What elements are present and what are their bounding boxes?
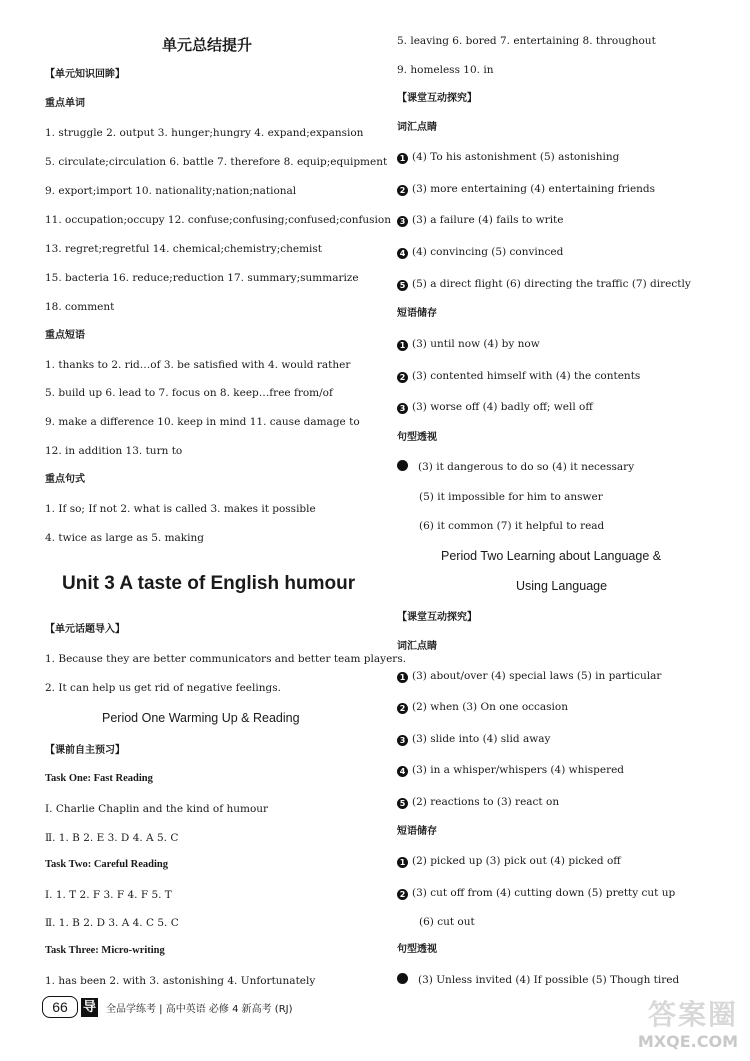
vocab-line: 11. occupation;occupy 12. confuse;confusing;confused;confusion bbox=[45, 214, 391, 226]
task-two-title: Task Two: Careful Reading bbox=[45, 859, 169, 870]
pattern-line: (3) Unless invited (4) If possible (5) Though tired bbox=[397, 973, 679, 987]
vocab-line: 18. comment bbox=[45, 301, 115, 313]
phrase-item-extra: (6) cut out bbox=[419, 916, 475, 928]
vocab-line: 1. struggle 2. output 3. hunger;hungry 4. expand;expansion bbox=[45, 127, 364, 139]
answer-line: 5. leaving 6. bored 7. entertaining 8. throughout bbox=[397, 35, 656, 47]
number-badge-icon: 1 bbox=[397, 672, 408, 683]
number-badge-icon: 1 bbox=[397, 153, 408, 164]
period-one-title: Period One Warming Up & Reading bbox=[102, 711, 300, 725]
task-line: Ⅱ. 1. B 2. E 3. D 4. A 5. C bbox=[45, 832, 179, 844]
task-line: Ⅱ. 1. B 2. D 3. A 4. C 5. C bbox=[45, 917, 179, 929]
word-item: 2 (3) more entertaining (4) entertaining friends bbox=[397, 182, 655, 196]
number-badge-icon: 2 bbox=[397, 185, 408, 196]
pattern-header: 句型透视 bbox=[397, 432, 437, 443]
vocab-line: 5. circulate;circulation 6. battle 7. therefore 8. equip;equipment bbox=[45, 156, 388, 168]
word-item: 5 (2) reactions to (3) react on bbox=[397, 795, 559, 809]
number-badge-icon: 5 bbox=[397, 798, 408, 809]
number-badge-icon: 4 bbox=[397, 766, 408, 777]
number-badge-icon: 3 bbox=[397, 735, 408, 746]
phrase-line: 5. build up 6. lead to 7. focus on 8. keep…free from/of bbox=[45, 387, 333, 399]
pattern-header: 句型透视 bbox=[397, 944, 437, 955]
word-item: 4 (3) in a whisper/whispers (4) whispered bbox=[397, 763, 624, 777]
watermark-url: MXQE.COM bbox=[637, 1032, 738, 1051]
task-line: Ⅰ. 1. T 2. F 3. F 4. F 5. T bbox=[45, 889, 172, 901]
number-badge-icon: 5 bbox=[397, 280, 408, 291]
task-line: Ⅰ. Charlie Chaplin and the kind of humour bbox=[45, 803, 269, 815]
words-header: 词汇点睛 bbox=[397, 122, 437, 133]
sentence-header: 重点句式 bbox=[45, 474, 85, 485]
phrase-line: 12. in addition 13. turn to bbox=[45, 445, 183, 457]
period-two-subtitle: Using Language bbox=[516, 579, 608, 593]
word-item: 2 (2) when (3) On one occasion bbox=[397, 700, 568, 714]
review-header: 【单元知识回眸】 bbox=[45, 69, 125, 80]
number-badge-icon: 3 bbox=[397, 403, 408, 414]
vocab-line: 13. regret;regretful 14. chemical;chemistry;chemist bbox=[45, 243, 323, 255]
phrase-item: 1 (3) until now (4) by now bbox=[397, 337, 540, 351]
number-badge-icon: 2 bbox=[397, 889, 408, 900]
phrase-item: 2 (3) cut off from (4) cutting down (5) pretty cut up bbox=[397, 886, 675, 900]
pattern-line: (6) it common (7) it helpful to read bbox=[419, 520, 605, 532]
word-item: 1 (4) To his astonishment (5) astonishing bbox=[397, 150, 619, 164]
vocab-header: 重点单词 bbox=[45, 98, 85, 109]
phrase-line: 9. make a difference 10. keep in mind 11. cause damage to bbox=[45, 416, 360, 428]
word-item: 4 (4) convincing (5) convinced bbox=[397, 245, 563, 259]
vocab-line: 15. bacteria 16. reduce;reduction 17. summary;summarize bbox=[45, 272, 359, 284]
bullet-dot-icon bbox=[397, 460, 408, 471]
footer-text: 全品学练考 | 高中英语 必修 4 新高考 (RJ) bbox=[106, 1003, 293, 1015]
words-header: 词汇点睛 bbox=[397, 641, 437, 652]
vocab-line: 9. export;import 10. nationality;nation;national bbox=[45, 185, 297, 197]
phrase-store-header: 短语储存 bbox=[397, 826, 437, 837]
number-badge-icon: 4 bbox=[397, 248, 408, 259]
class-header: 【课堂互动探究】 bbox=[397, 612, 477, 623]
task-line: 1. has been 2. with 3. astonishing 4. Unfortunately bbox=[45, 975, 316, 987]
preview-header: 【课前自主预习】 bbox=[45, 745, 125, 756]
pattern-line: (3) it dangerous to do so (4) it necessary bbox=[397, 460, 634, 474]
pattern-line: (5) it impossible for him to answer bbox=[419, 491, 603, 503]
sentence-line: 4. twice as large as 5. making bbox=[45, 532, 205, 544]
number-badge-icon: 1 bbox=[397, 340, 408, 351]
number-badge-icon: 3 bbox=[397, 216, 408, 227]
word-item: 3 (3) slide into (4) slid away bbox=[397, 732, 550, 746]
period-two-title: Period Two Learning about Language & bbox=[441, 549, 662, 563]
guide-logo-icon: 导 bbox=[82, 999, 96, 1015]
page-number: 66 bbox=[42, 996, 78, 1018]
page-footer bbox=[42, 996, 293, 1018]
word-item: 3 (3) a failure (4) fails to write bbox=[397, 213, 563, 227]
task-three-title: Task Three: Micro-writing bbox=[45, 945, 165, 956]
phrase-header: 重点短语 bbox=[45, 330, 85, 341]
number-badge-icon: 1 bbox=[397, 857, 408, 868]
word-item: 5 (5) a direct flight (6) directing the traffic (7) directly bbox=[397, 277, 691, 291]
watermark-logo: 答案圈 bbox=[647, 998, 738, 1031]
phrase-store-header: 短语储存 bbox=[397, 308, 437, 319]
number-badge-icon: 2 bbox=[397, 703, 408, 714]
bullet-dot-icon bbox=[397, 973, 408, 984]
topic-header: 【单元话题导入】 bbox=[45, 624, 125, 635]
class-header: 【课堂互动探究】 bbox=[397, 93, 477, 104]
answer-line: 9. homeless 10. in bbox=[397, 64, 494, 76]
number-badge-icon: 2 bbox=[397, 372, 408, 383]
word-item: 1 (3) about/over (4) special laws (5) in particular bbox=[397, 669, 661, 683]
topic-answer: 2. It can help us get rid of negative feelings. bbox=[45, 682, 281, 694]
topic-answer: 1. Because they are better communicators and better team players. bbox=[45, 653, 407, 665]
sentence-line: 1. If so; If not 2. what is called 3. makes it possible bbox=[45, 503, 316, 515]
phrase-item: 1 (2) picked up (3) pick out (4) picked off bbox=[397, 854, 621, 868]
section-title: 单元总结提升 bbox=[162, 36, 253, 54]
phrase-item: 3 (3) worse off (4) badly off; well off bbox=[397, 400, 593, 414]
unit-title: Unit 3 A taste of English humour bbox=[62, 573, 356, 594]
phrase-line: 1. thanks to 2. rid…of 3. be satisfied with 4. would rather bbox=[45, 359, 351, 371]
phrase-item: 2 (3) contented himself with (4) the contents bbox=[397, 369, 640, 383]
task-one-title: Task One: Fast Reading bbox=[45, 773, 153, 784]
